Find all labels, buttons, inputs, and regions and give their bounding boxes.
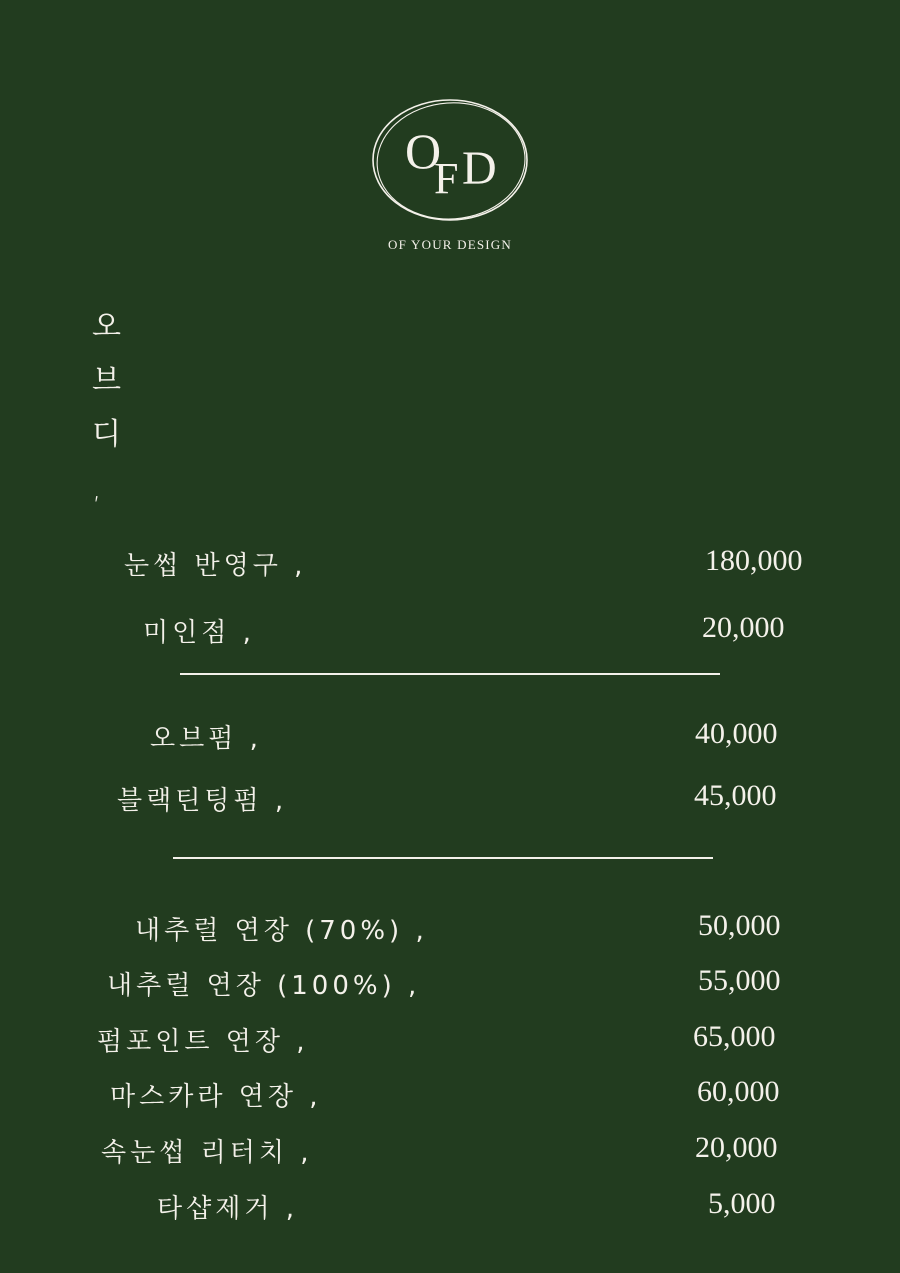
menu-item-price: 45,000 (694, 779, 777, 812)
section-divider (173, 857, 713, 859)
menu-item-name: 마스카라 연장 , (110, 1082, 322, 1112)
svg-text:O: O (405, 123, 442, 179)
menu-item-name: 블랙틴팅펌 , (117, 786, 288, 816)
menu-item-name: 오브펌 , (150, 724, 262, 754)
menu-item-price: 5,000 (708, 1187, 776, 1220)
menu-item-price: 180,000 (705, 544, 803, 577)
menu-item-name: 속눈썹 리터치 , (101, 1138, 313, 1168)
title-char: 디 (92, 417, 121, 452)
menu-item-name: 내추럴 연장 (70%) , (135, 916, 428, 946)
menu-item-price: 20,000 (695, 1131, 778, 1164)
menu-item-price: 65,000 (693, 1020, 776, 1053)
menu-item-price: 40,000 (695, 717, 778, 750)
title-char: 브 (92, 363, 121, 398)
menu-item-price: 55,000 (698, 964, 781, 997)
menu-item-name: 눈썹 반영구 , (124, 551, 307, 581)
title-char: , (92, 471, 102, 506)
menu-item-name: 미인점 , (143, 618, 255, 648)
menu-item-name: 타샵제거 , (157, 1194, 298, 1224)
menu-item-price: 60,000 (697, 1075, 780, 1108)
menu-item-price: 20,000 (702, 611, 785, 644)
svg-text:F: F (434, 154, 459, 203)
menu-item-name: 펌포인트 연장 , (97, 1027, 309, 1057)
menu-item-name: 내추럴 연장 (100%) , (107, 971, 421, 1001)
vertical-title (92, 300, 121, 516)
brand-tagline: OF YOUR DESIGN (388, 237, 512, 252)
section-divider (180, 673, 720, 675)
menu-item-price: 50,000 (698, 909, 781, 942)
svg-text:D: D (462, 142, 497, 195)
title-char: 오 (92, 309, 121, 344)
ofd-monogram-icon (370, 96, 530, 226)
brand-logo (370, 96, 530, 226)
